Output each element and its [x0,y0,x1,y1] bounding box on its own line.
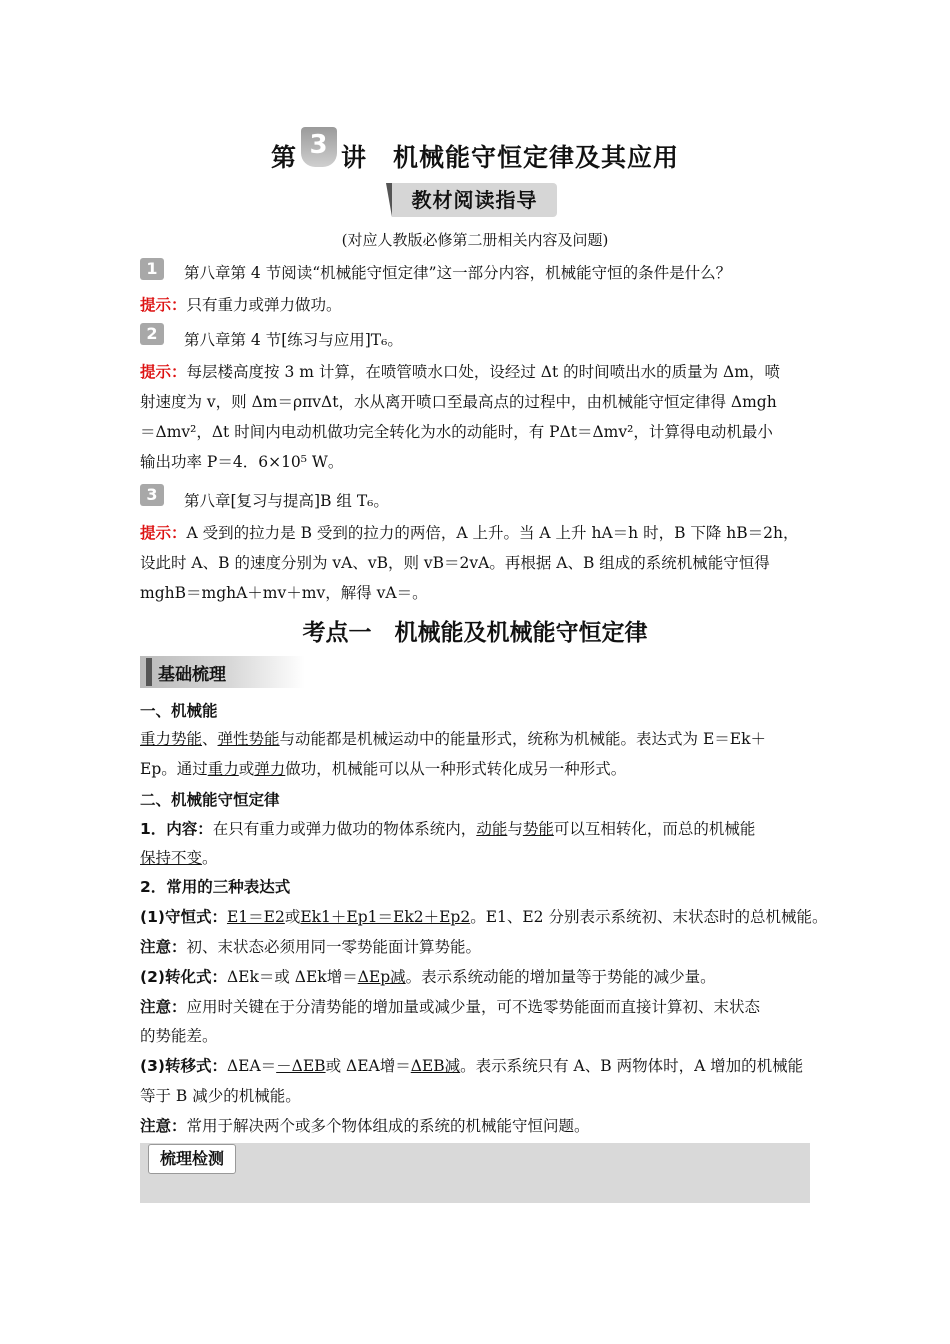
note-line [140,932,810,962]
blank-answer: 重力 [207,760,239,778]
hint-text: 只有重力或弹力做功。 [186,296,342,314]
note-text: 应用时关键在于分清势能的增加量或减少量，可不选零势能面而直接计算初、末状态 [186,998,761,1016]
note-line: 的势能差。 [140,1027,218,1045]
note-line [140,992,810,1022]
paragraph-line [140,1051,810,1081]
question-number: 3 [140,484,164,506]
subheading-conservation-law: 二、机械能守恒定律 [140,791,280,809]
hint-label: 提示： [140,295,187,314]
hint-line [140,518,810,548]
subheading-expressions: 2．常用的三种表达式 [140,878,291,896]
blank-answer: －ΔEB [276,1057,326,1075]
hint-line: mghB＝mghA＋mv＋mv，解得 vA＝。 [140,584,428,602]
text: Ep。通过 [140,760,208,778]
paragraph-line [140,962,810,992]
note-label: 注意： [140,998,187,1016]
blank-answer: 重力势能 [140,730,203,748]
check-tag: 梳理检测 [148,1144,236,1174]
hint-line [140,290,810,320]
blank-answer: E1＝E2 [226,908,285,926]
hint-line: ＝Δmv²，Δt 时间内电动机做功完全转化为水的动能时，有 PΔt＝Δmv²，计算得电动机最小 [140,423,773,441]
paragraph-line [140,902,828,932]
hint-text: A 受到的拉力是 B 受到的拉力的两倍，A 上升。当 A 上升 hA＝h 时，B 下降 hB＝2h， [186,524,799,542]
subheading-mechanical-energy: 一、机械能 [140,702,218,720]
paragraph-line [140,814,810,844]
note-line [140,1111,810,1141]
hint-line: 射速度为 v，则 Δm＝ρπvΔt，水从离开喷口至最高点的过程中，由机械能守恒定律得 Δmgh [140,393,777,411]
blank-answer: ΔEB减 [410,1057,461,1075]
basic-review-tag [140,656,305,688]
blank-answer: ΔEp减 [357,968,406,986]
label: 1．内容： [140,820,213,838]
paragraph-line [140,754,810,784]
subtitle: (对应人教版必修第二册相关内容及问题) [341,231,609,249]
hint-text: 每层楼高度按 3 m 计算，在喷管喷水口处，设经过 Δt 的时间喷出水的质量为 Δm，喷 [186,363,780,381]
hint-line: 输出功率 P＝4．6×10⁵ W。 [140,453,344,471]
text: 与 [507,820,523,838]
text: 在只有重力或弹力做功的物体系统内， [212,820,477,838]
text: 可以互相转化，而总的机械能 [553,820,756,838]
title-prefix: 第 [270,143,297,172]
text: 或 [238,760,255,778]
text: 。表示系统动能的增加量等于势能的减少量。 [405,968,716,986]
blank-answer: 动能 [476,820,508,838]
hint-label: 提示： [140,362,187,381]
text: 或 ΔEA增＝ [325,1057,411,1075]
text: ΔEA＝ [226,1057,277,1075]
question-text: 第八章第 4 节阅读“机械能守恒定律”这一部分内容，机械能守恒的条件是什么？ [184,264,732,282]
text: 与动能都是机械运动中的能量形式，统称为机械能。表达式为 E＝Ek＋ [279,730,766,748]
question-text: 第八章[复习与提高]B 组 T₆。 [184,492,389,510]
blank-answer: 弹性势能 [217,730,280,748]
text: 、 [202,730,218,748]
blank-answer: 保持不变 [140,849,203,867]
label: (3)转移式： [140,1057,227,1075]
page-title [0,130,950,179]
title-suffix: 讲 机械能守恒定律及其应用 [341,143,680,172]
hint-label: 提示： [140,523,187,542]
text: 做功，机械能可以从一种形式转化成另一种形式。 [285,760,627,778]
text: 。表示系统只有 A、B 两物体时，A 增加的机械能 [460,1057,804,1075]
hint-line [140,357,810,387]
paragraph-line: 等于 B 减少的机械能。 [140,1087,301,1105]
text: 。E1、E2 分别表示系统初、末状态时的总机械能。 [470,908,828,926]
text: 或 [284,908,301,926]
paragraph-line [140,724,810,754]
question-number: 1 [140,258,164,280]
blank-answer: Ek1＋Ep1＝Ek2＋Ep2 [300,908,471,926]
blank-answer: 弹力 [254,760,286,778]
label: (1)守恒式： [140,908,227,926]
note-label: 注意： [140,1117,187,1135]
note-text: 常用于解决两个或多个物体组成的系统的机械能守恒问题。 [186,1117,590,1135]
basic-review-label: 基础梳理 [158,665,226,685]
note-label: 注意： [140,938,187,956]
reading-guide-banner: 教材阅读指导 [392,183,557,217]
paragraph-line [140,843,810,873]
label: (2)转化式： [140,968,227,986]
hint-line: 设此时 A、B 的速度分别为 vA、vB，则 vB＝2vA。再根据 A、B 组成的系统机械能守恒得 [140,554,770,572]
question-number: 2 [140,323,164,345]
blank-answer: 势能 [522,820,554,838]
text: 。 [202,849,218,867]
text: ΔEk＝或 ΔEk增＝ [226,968,358,986]
question-text: 第八章第 4 节[练习与应用]T₆。 [184,331,403,349]
check-box [140,1143,810,1203]
section-heading: 考点一 机械能及机械能守恒定律 [302,620,648,646]
lecture-number-badge: 3 [301,127,337,167]
note-text: 初、末状态必须用同一零势能面计算势能。 [186,938,482,956]
